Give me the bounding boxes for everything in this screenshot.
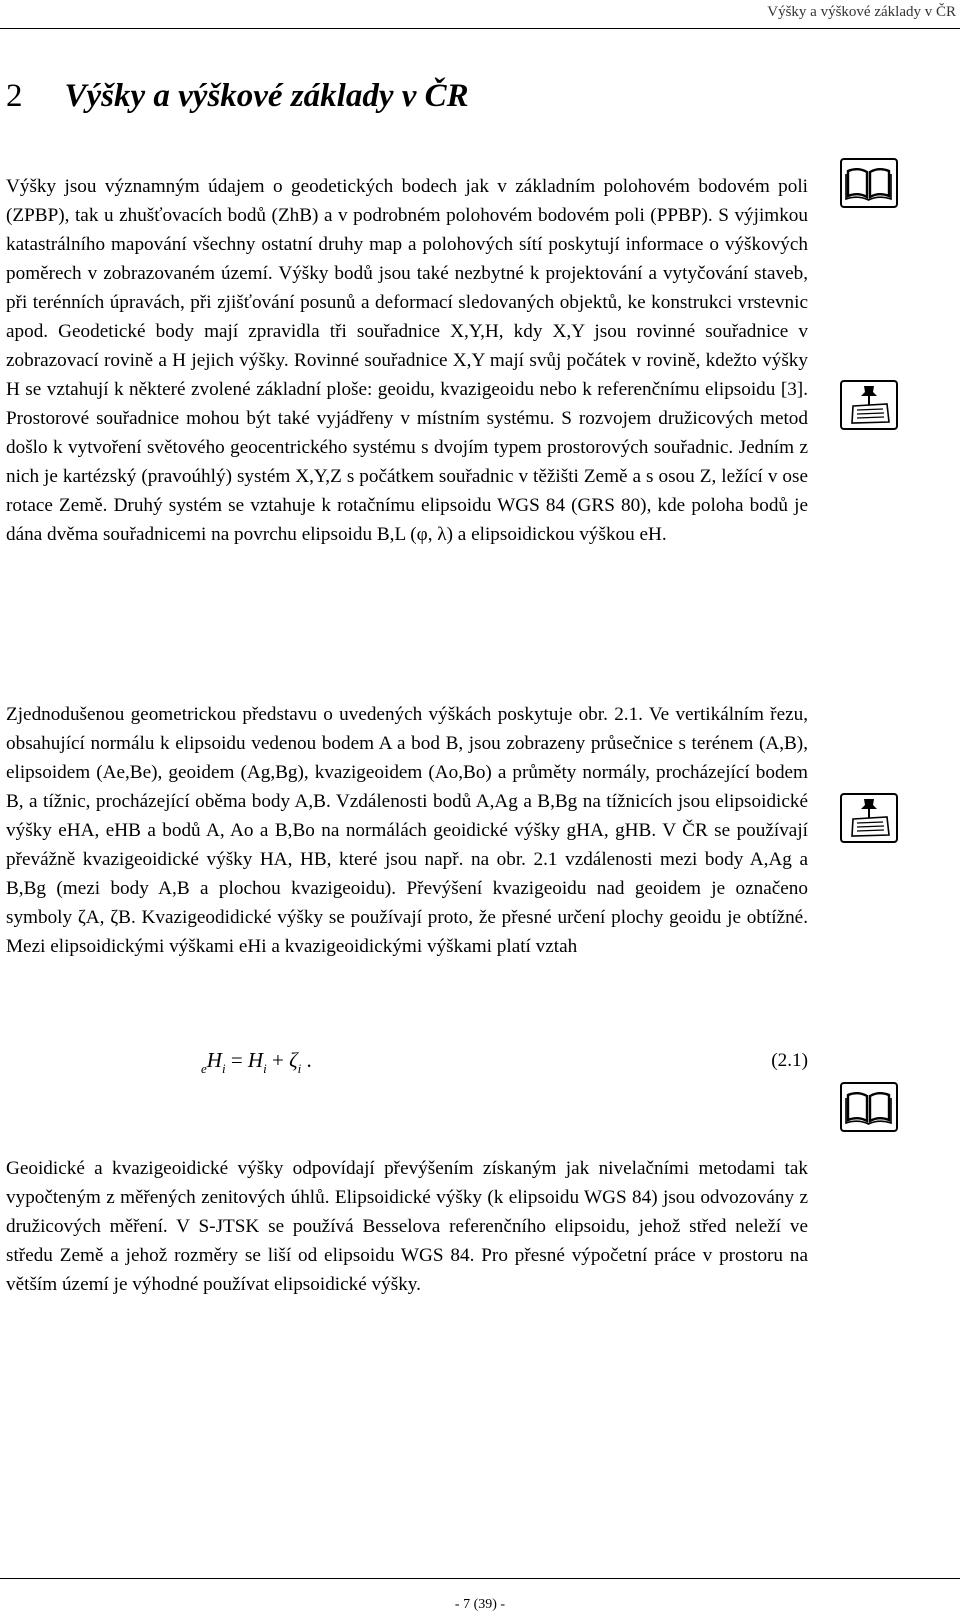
equation-number: (2.1) — [771, 1050, 808, 1071]
pushpin-note-icon — [840, 793, 898, 843]
page-number: - 7 (39) - — [454, 1597, 506, 1612]
equation-expression: $_eH_i = H_i + \zeta_i$ . — [201, 1048, 312, 1076]
paragraph-height-types: Geoidické a kvazigeoidické výšky odpovídají převýšením získaným jak nivelačními metodami tak vypočteným z měřených zenitových úhlů. Elipsoidické výšky (k elipsoidu WGS 84) jsou odvozovány z družicových měření. V S-JTSK se používá Besselova referenčního elipsoidu, jehož střed neleží ve středu Země a jehož rozměry se liší od elipsoidu WGS 84. Pro přesné výpočetní práce v prostoru na větším území je výhodné používat elipsoidické výšky. — [6, 1158, 808, 1296]
pushpin-note-icon — [840, 380, 898, 430]
book-icon — [840, 158, 898, 208]
page-header — [0, 0, 960, 29]
book-icon — [840, 1082, 898, 1132]
paragraph-heights-geometry: Zjednodušenou geometrickou představu o uvedených výškách poskytuje obr. 2.1. Ve vertikálním řezu, obsahující normálu k elipsoidu vedenou bodem A a bod B, jsou zobrazeny průsečnice s terénem (A,B), elipsoidem (Ae,Be), geoidem (Ag,Bg), kvazigeoidem (Ao,Bo) a průměty normály, procházející bodem B, a tížnic, procházející oběma body A,B. Vzdálenosti bodů A,Ag a B,Bg na tížnicích jsou elipsoidické výšky eHA, eHB a bodů A, Ao a B,Bo na normálách geoidické výšky gHA, gHB. V ČR se používají převážně kvazigeoidické výšky HA, HB, které jsou např. na obr. 2.1 vzdálenosti mezi body A,Ag a B,Bg (mezi body A,B a plochou kvazigeoidu). Převýšení kvazigeoidu nad geoidem je označeno symboly ζA, ζB. Kvazigeodidické výšky se používají proto, že přesné určení plochy geoidu je obtížné. Mezi elipsoidickými výškami eHi a kvazigeoidickými výškami platí vztah — [6, 704, 808, 958]
equation-2-1 — [6, 1048, 808, 1084]
chapter-title: Výšky a výškové základy v ČR — [64, 78, 469, 114]
page-footer — [0, 1578, 960, 1622]
running-title: Výšky a výškové základy v ČR — [767, 4, 956, 20]
paragraph-heights-intro: Výšky jsou významným údajem o geodetických bodech jak v základním polohovém bodovém poli (ZPBP), tak u zhušťovacích bodů (ZhB) a v podrobném polohovém bodovém poli (PPBP). S výjimkou katastrálního mapování všechny ostatní druhy map a polohových sítí poskytují informace o výškových poměrech v zobrazovaném území. Výšky bodů jsou také nezbytné k projektování a vytyčování staveb, při terénních úpravách, při zjišťování posunů a deformací sledovaných objektů, ke konstrukci vrstevnic apod. Geodetické body mají zpravidla tři souřadnice X,Y,H, kdy X,Y jsou rovinné souřadnice v zobrazovací rovině a H jejich výšky. Rovinné souřadnice X,Y mají svůj počátek v rovině, kdežto výšky H se vztahují k některé zvolené základní ploše: geoidu, kvazigeoidu nebo k referenčnímu elipsoidu [3]. Prostorové souřadnice mohou být také vyjádřeny v místním systému. S rozvojem družicových metod došlo k vytvoření světového geocentrického systému s dvojím typem prostorových souřadnic. Jedním z nich je kartézský (pravoúhlý) systém X,Y,Z s počátkem souřadnic v těžišti Země a s osou Z, ležící v ose rotace Země. Druhý systém se vztahuje k rotačnímu elipsoidu WGS 84 (GRS 80), kde poloha bodů je dána dvěma souřadnicemi na povrchu elipsoidu B,L (φ, λ) a elipsoidickou výškou eH. — [6, 176, 808, 546]
chapter-heading — [6, 78, 469, 115]
chapter-number: 2 — [6, 78, 23, 114]
